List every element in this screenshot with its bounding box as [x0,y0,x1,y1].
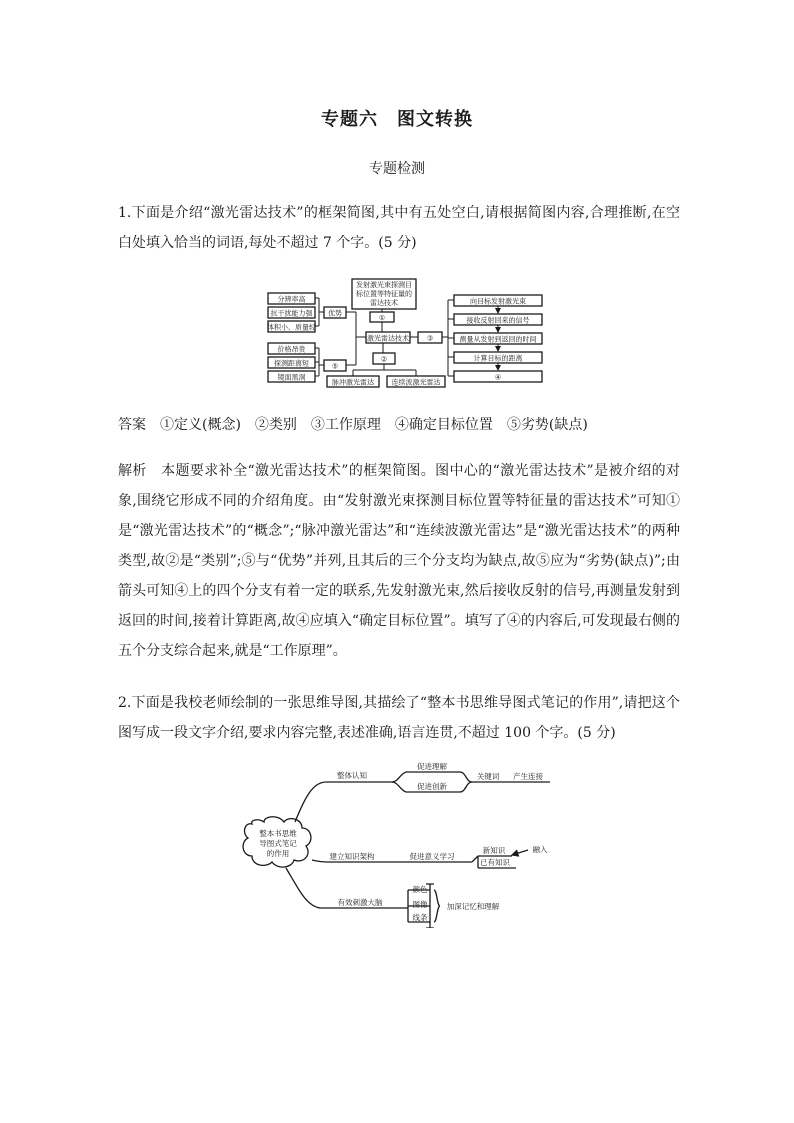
type-continuous: 连续波激光雷达 [391,378,441,387]
blank-1: ① [378,314,386,322]
page-title: 专题六 图文转换 [321,109,473,130]
advantage-1: 分辨率高 [277,295,306,304]
step-3: 测量从发射到返回的时间 [459,335,537,344]
mind-map-diagram [240,760,560,928]
line-item: 线条 [412,913,428,922]
blank-2: ② [380,355,388,364]
step-2: 接收反射回来的信号 [466,316,530,325]
answer-1: 答案 ①定义(概念) ②类别 ③工作原理 ④确定目标位置 ⑤劣势(缺点) [118,417,588,433]
merge-label: 融入 [532,845,548,854]
advantage-label: 优势 [328,309,342,318]
center-label: 激光雷达技术 [367,334,409,343]
advantage-2: 抗干扰能力强 [270,309,313,318]
existing-knowledge-label: 已有知识 [480,858,510,867]
section-subtitle: 专题检测 [369,161,425,177]
center-line-2: 导图式笔记 [259,839,297,848]
type-pulse: 脉冲激光雷达 [332,378,374,387]
branch-1-label: 整体认知 [337,771,367,780]
connection-label: 产生连接 [513,772,543,781]
keyword-label: 关键词 [476,772,500,781]
branch-1-sub-1: 促进理解 [417,762,447,771]
blank-3: ③ [426,334,434,343]
definition-line-3: 雷达技术 [370,299,398,307]
question-1-prompt: 1.下面是介绍“激光雷达技术”的框架简图,其中有五处空白,请根据简图内容,合理推断,在空白处填入恰当的词语,每处不超过 7 个字。(5 分) [118,205,680,251]
new-knowledge-label: 新知识 [482,846,506,855]
center-line-3: 的作用 [266,849,290,858]
step-4: 计算目标的距离 [473,354,523,363]
definition-line-2: 标位置等特征量的 [356,290,412,298]
center-line-1: 整本书思维 [259,829,297,838]
analysis-1: 解析 本题要求补全“激光雷达技术”的框架简图。图中心的“激光雷达技术”是被介绍的对象,围绕它形成不同的介绍角度。由“发射激光束探测目标位置等特征量的雷达技术”可知①是“激光雷达技术”的“概念”;“脉冲激光雷达”和“连续波激光雷达”是“激光雷达技术”的两种类型,故②是“类别”;⑤与“优势”并列,且其后的三个分支均为缺点,故⑤应为“劣势(缺点)”;由箭头可知④上的四个分支有着一定的联系,先发射激光束,然后接收反射的信号,再测量发射到返回的时间,接着计算距离,故④应填入“确定目标位置”。填写了④的内容后,可发现最右侧的五个分支综合起来,就是“工作原理”。 [118,463,680,659]
laser-radar-framework-diagram [262,276,544,394]
blank-5: ⑤ [331,362,339,371]
branch-2-sub: 促进意义学习 [409,852,455,861]
branch-2-label: 建立知识架构 [329,852,375,861]
disadvantage-1: 价格昂贵 [277,345,306,354]
question-2-prompt: 2.下面是我校老师绘制的一张思维导图,其描绘了“整本书思维导图式笔记的作用”,请把这个图写成一段文字介绍,要求内容完整,表述准确,语言连贯,不超过 100 个字。(5 分) [118,695,680,741]
image-item: 图像 [412,900,428,909]
branch-line-1 [295,782,392,822]
color-item: 颜色 [412,885,428,894]
branch-1-sub-2: 促进创新 [417,782,447,791]
disadvantage-3: 镜面黑洞 [277,373,306,382]
definition-line-1: 发射激光束探测目 [356,281,412,289]
branch-3-label: 有效刺激大脑 [337,898,383,907]
step-1: 向目标发射激光束 [470,297,526,306]
advantage-3: 体积小、质量轻 [267,323,316,332]
memory-result-label: 加深记忆和理解 [446,902,500,911]
disadvantage-2: 探测距离短 [274,359,309,368]
blank-4: ④ [494,373,502,382]
